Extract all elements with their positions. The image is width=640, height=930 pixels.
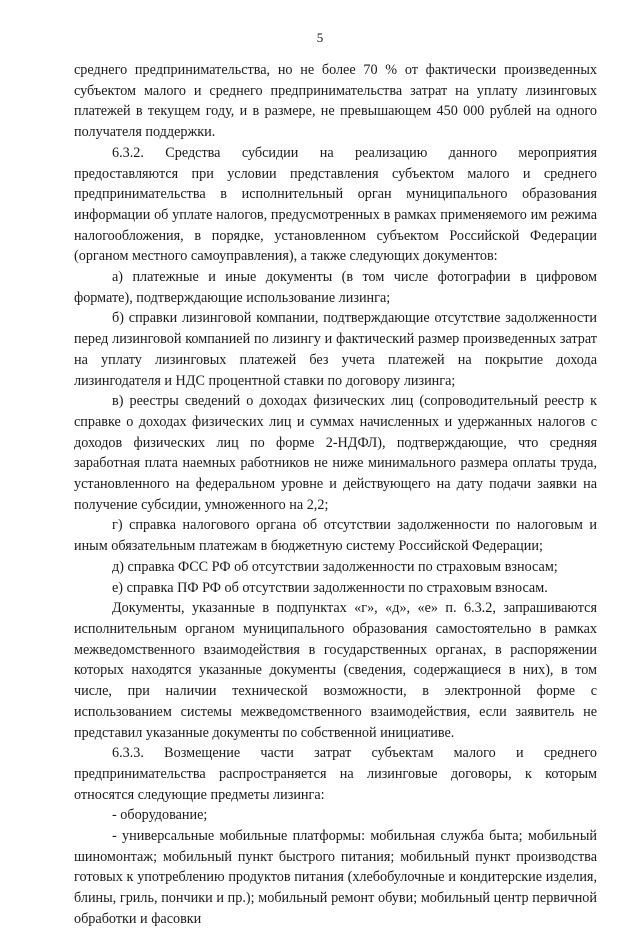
paragraph-continuation: среднего предпринимательства, но не более 70 % от фактически произведенных субъектом малого и среднего предпринимательства затрат на уплату лизинговых платежей в текущем году, и в размере, не превышающем 450 000 рублей на одного получателя поддержки. [74, 62, 597, 141]
page-number: 5 [316, 30, 324, 45]
list-item-a: а) платежные и иные документы (в том числе фотографии в цифровом формате), подтверждающие использование лизинга; [74, 269, 597, 306]
list-item-e: е) справка ПФ РФ об отсутствии задолженности по страховым взносам. [112, 579, 548, 596]
list-item-d: д) справка ФСС РФ об отсутствии задолженности по страховым взносам; [112, 558, 558, 575]
list-item-v: в) реестры сведений о доходах физических лиц (сопроводительный реестр к справке о доходах физических лиц и суммах начисленных и удержанных налогов с доходов физических лиц по форме 2-НДФЛ), подтверждающие, что средняя заработная плата наемных работников не ниже минимального размера оплаты труда, установленного на федеральном уровне и действующего на дату подачи заявки на получение субсидии, умноженного на 2,2; [74, 393, 597, 513]
paragraph-6-3-2: 6.3.2. Средства субсидии на реализацию данного мероприятия предоставляются при условии представления субъектом малого и среднего предпринимательства в исполнительный орган муниципального образования информации об уплате налогов, предусмотренных в рамках применяемого им режима налогообложения, в порядке, установленном субъектом Российской Федерации (органом местного самоуправления), а также следующих документов: [74, 144, 597, 265]
list-item-b: б) справки лизинговой компании, подтверждающие отсутствие задолженности перед лизинговой компанией по лизингу и фактический размер произведенных затрат на уплату лизинговых платежей без учета платежей на покрытие дохода лизингодателя и НДС процентной ставки по договору лизинга; [74, 310, 597, 389]
list-item-mobile-platforms: - универсальные мобильные платформы: мобильная служба быта; мобильный шиномонтаж; мобильный пункт быстрого питания; мобильный пункт производства готовых к употреблению продуктов питания (хлебобулочные и кондитерские изделия, блины, гриль, пончики и пр.); мобильный ремонт обуви; мобильный центр первичной обработки и фасовки [74, 828, 597, 927]
paragraph-documents: Документы, указанные в подпунктах «г», «д», «е» п. 6.3.2, запрашиваются исполнительным органом муниципального образования самостоятельно в рамках межведомственного взаимодействия в государственных органах, в распоряжении которых находятся указанные документы (сведения, содержащиеся в них), в том числе, при наличии технической возможности, в электронной форме с использованием системы межведомственного взаимодействия, если заявитель не представил указанные документы по собственной инициативе. [74, 600, 597, 741]
document-body [74, 60, 597, 930]
paragraph-6-3-3: 6.3.3. Возмещение части затрат субъектам малого и среднего предпринимательства распространяется на лизинговые договоры, к которым относятся следующие предметы лизинга: [74, 745, 597, 803]
list-item-g: г) справка налогового органа об отсутствии задолженности по налоговым и иным обязательным платежам в бюджетную систему Российской Федерации; [74, 517, 597, 555]
list-item-equipment: - оборудование; [112, 807, 208, 824]
